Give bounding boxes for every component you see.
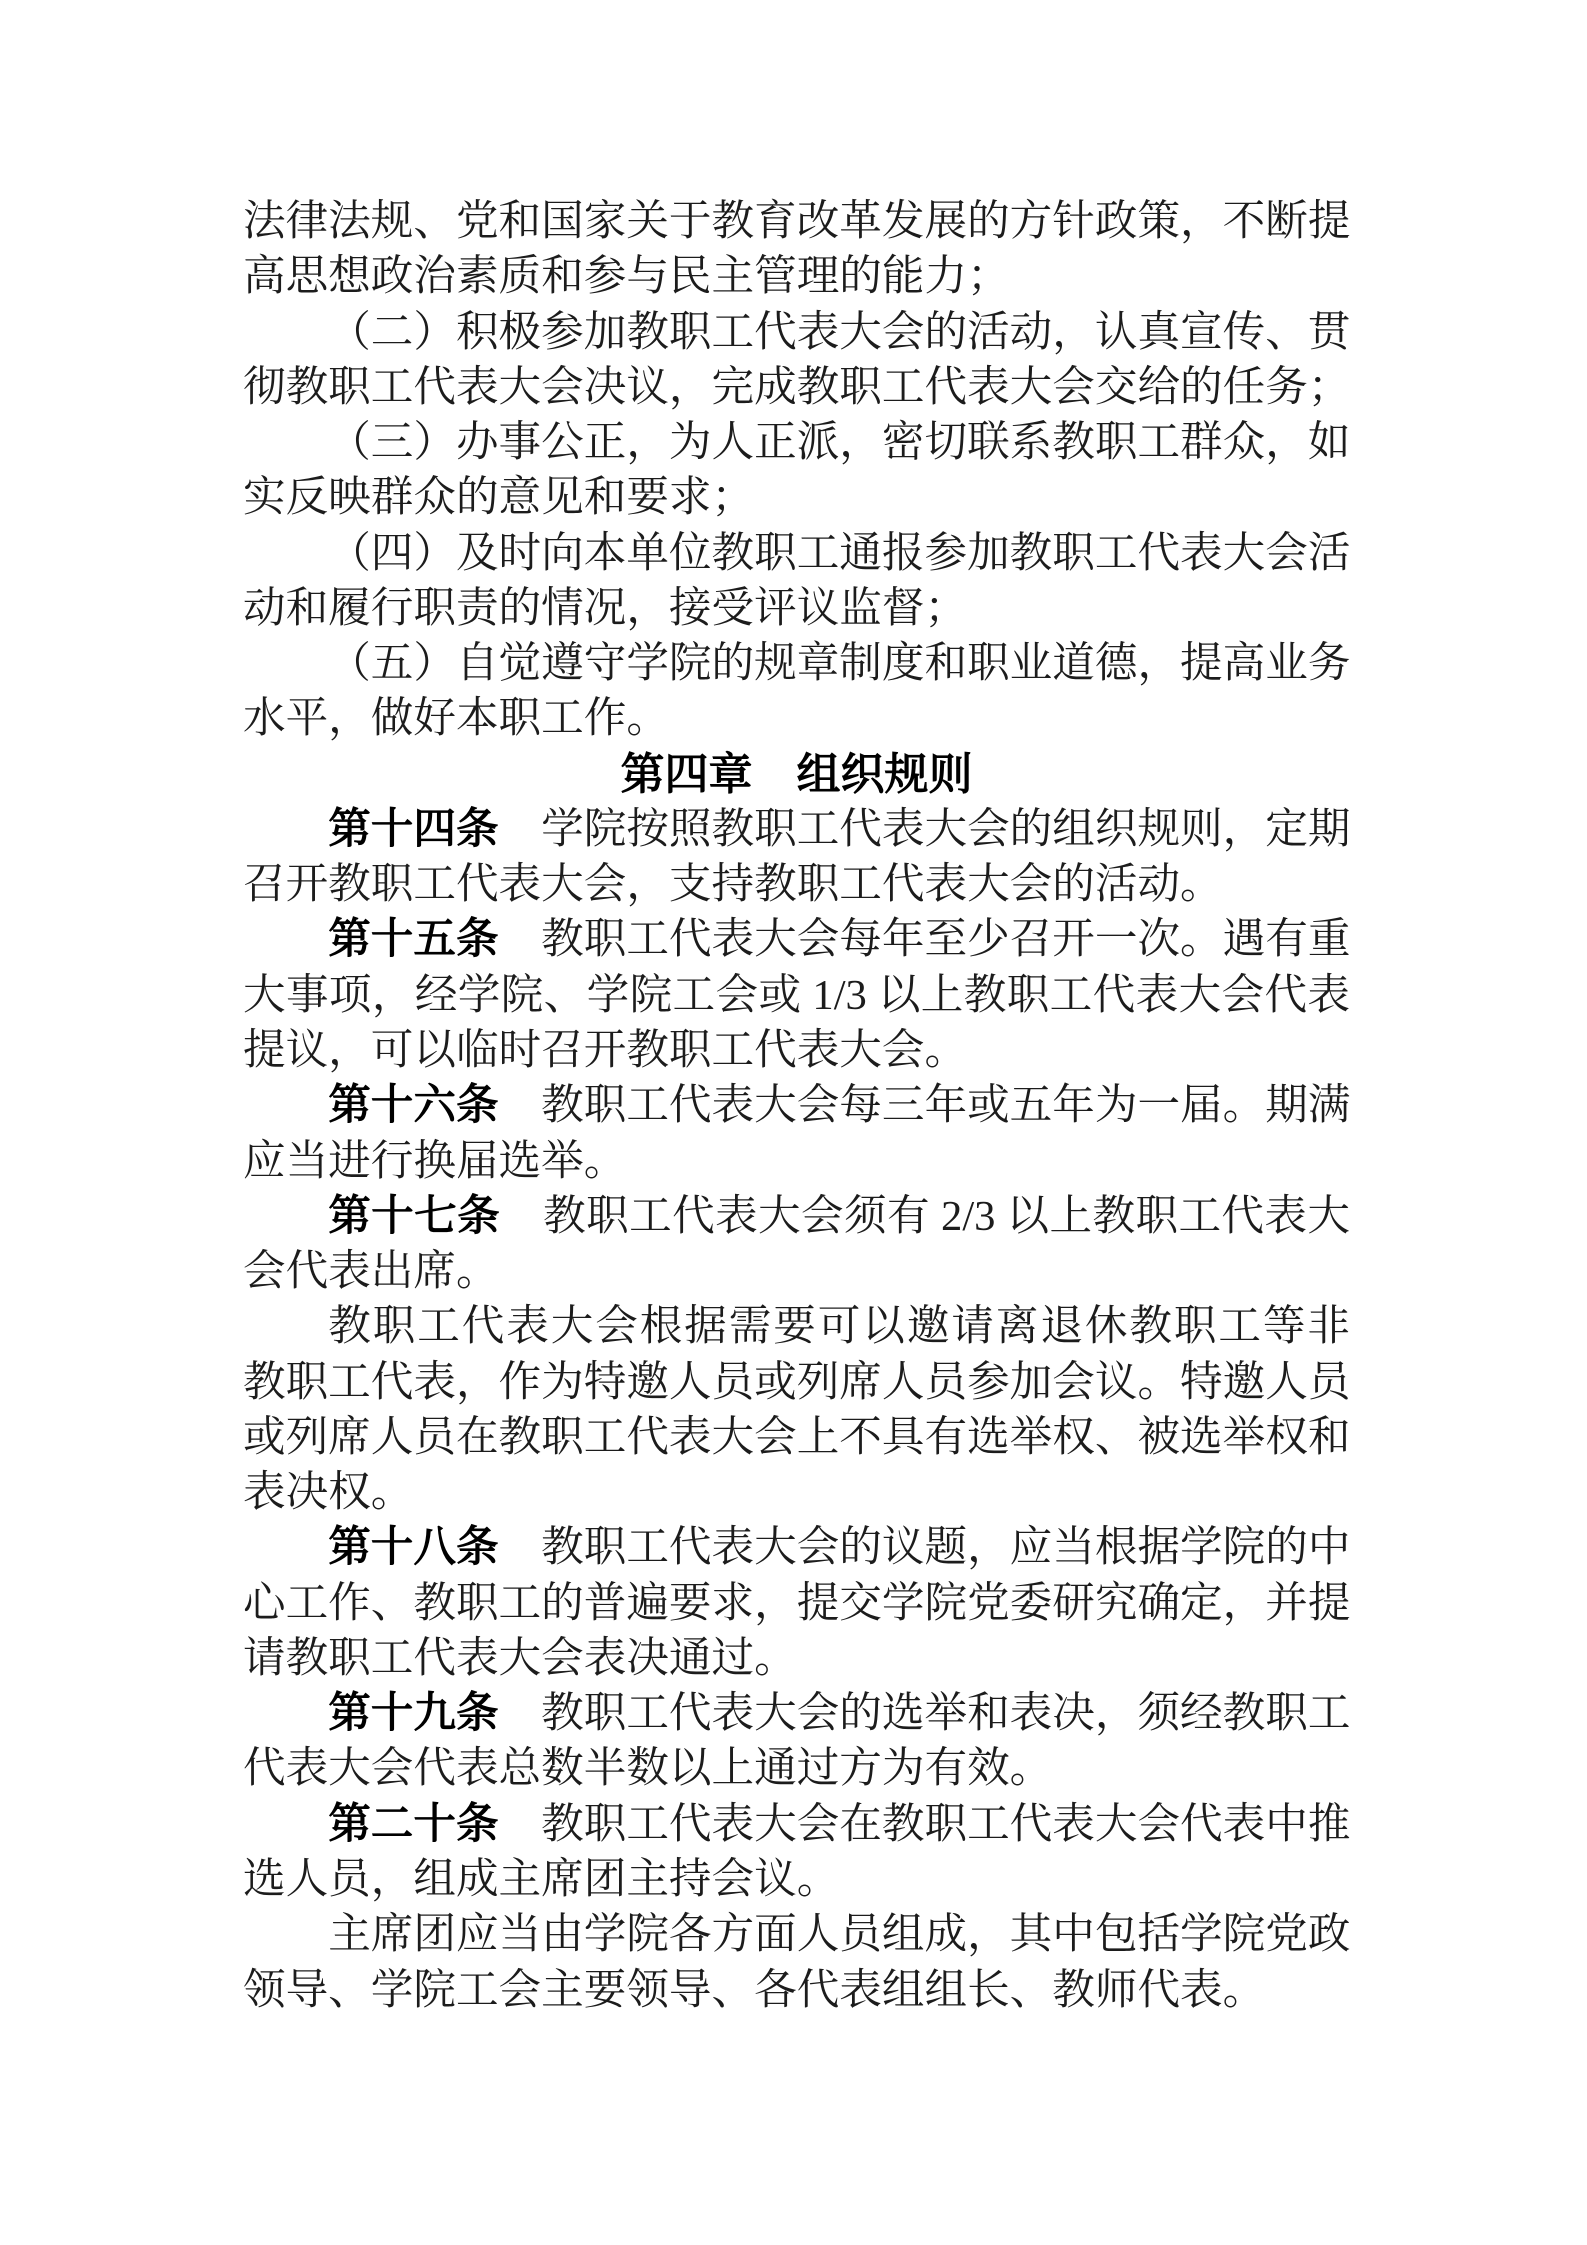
text-line [243, 360, 1350, 415]
text-segment: （三）办事公正，为人正派，密切联系教职工群众，如 [328, 419, 1351, 467]
text-line [243, 1355, 1350, 1410]
chapter-heading [243, 747, 1350, 802]
chapter-heading-text: 第四章 组织规则 [620, 749, 973, 799]
article-number: 第十九条 [328, 1690, 499, 1738]
text-line [243, 1078, 1350, 1133]
text-line [243, 526, 1350, 581]
article-number: 第二十条 [328, 1800, 499, 1848]
article-number: 第十五条 [328, 916, 499, 964]
text-line [243, 1741, 1350, 1796]
article-number: 第十六条 [328, 1082, 499, 1130]
text-segment: 教职工代表大会根据需要可以邀请离退休教职工等非 [328, 1303, 1350, 1351]
text-line [243, 1797, 1350, 1852]
text-line [243, 249, 1350, 304]
text-segment: 教职工代表大会的选举和表决，须经教职工 [498, 1690, 1351, 1738]
text-line [243, 912, 1350, 967]
text-segment: 彻教职工代表大会决议，完成教职工代表大会交给的任务； [243, 363, 1351, 411]
text-line [243, 581, 1350, 636]
text-line [243, 968, 1350, 1023]
text-segment: 主席团应当由学院各方面人员组成，其中包括学院党政 [328, 1911, 1351, 1959]
text-segment: 教职工代表大会须有 2/3 以上教职工代表大 [500, 1192, 1350, 1240]
text-segment: 教职工代表大会每年至少召开一次。遇有重 [498, 916, 1351, 964]
text-segment: （二）积极参加教职工代表大会的活动，认真宣传、贯 [328, 308, 1351, 356]
text-line [243, 1299, 1350, 1354]
text-segment: 教职工代表大会的议题，应当根据学院的中 [498, 1524, 1351, 1572]
text-line [243, 1576, 1350, 1631]
text-segment: 选人员，组成主席团主持会议。 [243, 1855, 840, 1903]
text-segment: 教职工代表大会在教职工代表大会代表中推 [498, 1800, 1351, 1848]
text-line [243, 857, 1350, 912]
text-line [243, 1023, 1350, 1078]
text-segment: 代表大会代表总数半数以上通过方为有效。 [243, 1745, 1053, 1793]
text-segment: 水平，做好本职工作。 [243, 695, 669, 743]
text-line [243, 415, 1350, 470]
text-line [243, 1852, 1350, 1907]
text-segment: （五）自觉遵守学院的规章制度和职业道德，提高业务 [328, 640, 1351, 688]
text-line [243, 470, 1350, 525]
text-line [243, 1631, 1350, 1686]
article-number: 第十七条 [328, 1192, 501, 1240]
text-segment: 或列席人员在教职工代表大会上不具有选举权、被选举权和 [243, 1413, 1351, 1461]
text-segment: 高思想政治素质和参与民主管理的能力； [243, 253, 1010, 301]
text-segment: 教职工代表，作为特邀人员或列席人员参加会议。特邀人员 [243, 1358, 1351, 1406]
text-line [243, 1465, 1350, 1520]
text-segment: 请教职工代表大会表决通过。 [243, 1634, 797, 1682]
text-segment: 提议，可以临时召开教职工代表大会。 [243, 1026, 968, 1074]
text-segment: 教职工代表大会每三年或五年为一届。期满 [498, 1082, 1351, 1130]
text-line [243, 1963, 1350, 2018]
text-segment: 动和履行职责的情况，接受评议监督； [243, 584, 968, 632]
text-segment: 表决权。 [243, 1469, 414, 1517]
text-line [243, 1686, 1350, 1741]
document-body [243, 194, 1350, 2018]
text-segment: 实反映群众的意见和要求； [243, 474, 755, 522]
text-line [243, 1189, 1350, 1244]
article-number: 第十八条 [328, 1524, 499, 1572]
text-line [243, 1410, 1350, 1465]
text-segment: 心工作、教职工的普遍要求，提交学院党委研究确定，并提 [243, 1579, 1351, 1627]
text-line [243, 802, 1350, 857]
text-line [243, 636, 1350, 691]
text-segment: 召开教职工代表大会，支持教职工代表大会的活动。 [243, 861, 1223, 909]
text-line [243, 1520, 1350, 1575]
text-segment: 大事项，经学院、学院工会或 1/3 以上教职工代表大会代表 [243, 971, 1350, 1019]
text-line [243, 194, 1350, 249]
text-segment: 会代表出席。 [243, 1248, 499, 1296]
text-line [243, 691, 1350, 746]
text-segment: 应当进行换届选举。 [243, 1137, 627, 1185]
article-number: 第十四条 [328, 805, 499, 853]
text-line [243, 1244, 1350, 1299]
text-line [243, 305, 1350, 360]
text-line [243, 1907, 1350, 1962]
text-segment: 学院按照教职工代表大会的组织规则，定期 [498, 805, 1351, 853]
text-segment: （四）及时向本单位教职工通报参加教职工代表大会活 [328, 529, 1351, 577]
text-line [243, 1134, 1350, 1189]
text-segment: 领导、学院工会主要领导、各代表组组长、教师代表。 [243, 1966, 1266, 2014]
text-segment: 法律法规、党和国家关于教育改革发展的方针政策，不断提 [243, 198, 1351, 245]
